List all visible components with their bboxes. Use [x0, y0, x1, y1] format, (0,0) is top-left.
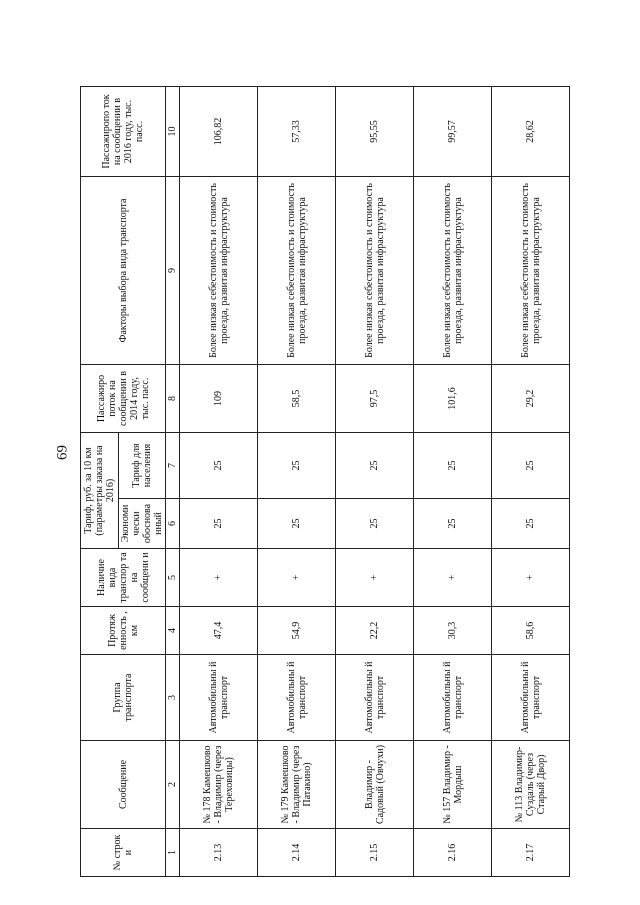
cell-flow-2014: 109	[180, 364, 258, 432]
cell-row-no: 2.15	[336, 829, 414, 877]
column-number: 8	[166, 364, 180, 432]
cell-length: 54,9	[258, 607, 336, 655]
cell-flow-2016: 99,57	[414, 86, 492, 176]
cell-flow-2014: 29,2	[492, 364, 570, 432]
header-availability: Наличие вида транспор та на сообщени и	[81, 549, 166, 607]
header-flow-2014: Пассажиро поток на сообщении в 2014 году, тыс. пасс.	[81, 364, 166, 432]
cell-route: Владимир - Садовый (Овчухи)	[336, 741, 414, 829]
cell-row-no: 2.14	[258, 829, 336, 877]
cell-availability: +	[180, 549, 258, 607]
table-row	[258, 86, 336, 876]
table-row	[180, 86, 258, 876]
cell-tariff-pop: 25	[336, 432, 414, 498]
cell-tariff-pop: 25	[414, 432, 492, 498]
column-number: 4	[166, 607, 180, 655]
column-number: 5	[166, 549, 180, 607]
cell-tariff-econ: 25	[492, 499, 570, 549]
header-tariff-pop: Тариф для населения	[119, 432, 166, 498]
column-number: 9	[166, 176, 180, 364]
transport-routes-table	[80, 86, 570, 877]
header-length: Протяж енность , км	[81, 607, 166, 655]
cell-length: 30,3	[414, 607, 492, 655]
cell-route: № 179 Камешково - Владимир (через Патакино)	[258, 741, 336, 829]
cell-transport-group: Автомобильны й транспорт	[258, 655, 336, 741]
column-number: 2	[166, 741, 180, 829]
cell-flow-2016: 57,33	[258, 86, 336, 176]
column-number: 3	[166, 655, 180, 741]
cell-availability: +	[414, 549, 492, 607]
column-number: 7	[166, 432, 180, 498]
cell-row-no: 2.13	[180, 829, 258, 877]
cell-route: № 113 Владимир- Суздаль (через Старый Двор)	[492, 741, 570, 829]
column-number: 1	[166, 829, 180, 877]
table-row	[414, 86, 492, 876]
cell-transport-group: Автомобильны й транспорт	[414, 655, 492, 741]
cell-flow-2016: 106,82	[180, 86, 258, 176]
cell-factors: Более низкая себестоимость и стоимость проезда, развитая инфраструктура	[180, 176, 258, 364]
header-transport-group: Группа транспорта	[81, 655, 166, 741]
cell-tariff-econ: 25	[336, 499, 414, 549]
header-route: Сообщение	[81, 741, 166, 829]
cell-flow-2014: 58,5	[258, 364, 336, 432]
cell-length: 22,2	[336, 607, 414, 655]
header-row-no: № строк и	[81, 829, 166, 877]
column-numbers-row	[166, 86, 180, 876]
header-factors: Факторы выбора вида транспорта	[81, 176, 166, 364]
cell-length: 58,6	[492, 607, 570, 655]
cell-factors: Более низкая себестоимость и стоимость проезда, развитая инфраструктура	[492, 176, 570, 364]
cell-route: № 157 Владимир - Мордыш	[414, 741, 492, 829]
cell-tariff-econ: 25	[258, 499, 336, 549]
column-number: 10	[166, 86, 180, 176]
cell-tariff-pop: 25	[180, 432, 258, 498]
cell-tariff-econ: 25	[180, 499, 258, 549]
cell-factors: Более низкая себестоимость и стоимость проезда, развитая инфраструктура	[258, 176, 336, 364]
column-number: 6	[166, 499, 180, 549]
cell-availability: +	[492, 549, 570, 607]
cell-flow-2016: 28,62	[492, 86, 570, 176]
cell-row-no: 2.17	[492, 829, 570, 877]
cell-factors: Более низкая себестоимость и стоимость проезда, развитая инфраструктура	[336, 176, 414, 364]
table-container	[80, 87, 562, 877]
header-flow-2016: Пассажиропо ток на сообщении в 2016 году, тыс. пасс.	[81, 86, 166, 176]
header-row	[81, 86, 119, 876]
cell-availability: +	[258, 549, 336, 607]
cell-tariff-pop: 25	[258, 432, 336, 498]
cell-length: 47,4	[180, 607, 258, 655]
header-tariff-econ: Экономи чески обоснова нный	[119, 499, 166, 549]
cell-availability: +	[336, 549, 414, 607]
cell-flow-2014: 101,6	[414, 364, 492, 432]
cell-transport-group: Автомобильны й транспорт	[336, 655, 414, 741]
cell-flow-2014: 97,5	[336, 364, 414, 432]
table-row	[336, 86, 414, 876]
header-tariff: Тариф, руб. за 10 км (параметры заказа на 2016)	[81, 432, 119, 548]
cell-tariff-econ: 25	[414, 499, 492, 549]
page-number: 69	[54, 445, 71, 460]
cell-flow-2016: 95,55	[336, 86, 414, 176]
cell-route: № 178 Камешково - Владимир (через Тереховицы)	[180, 741, 258, 829]
cell-transport-group: Автомобильны й транспорт	[492, 655, 570, 741]
cell-row-no: 2.16	[414, 829, 492, 877]
table-row	[492, 86, 570, 876]
cell-transport-group: Автомобильны й транспорт	[180, 655, 258, 741]
cell-factors: Более низкая себестоимость и стоимость проезда, развитая инфраструктура	[414, 176, 492, 364]
cell-tariff-pop: 25	[492, 432, 570, 498]
